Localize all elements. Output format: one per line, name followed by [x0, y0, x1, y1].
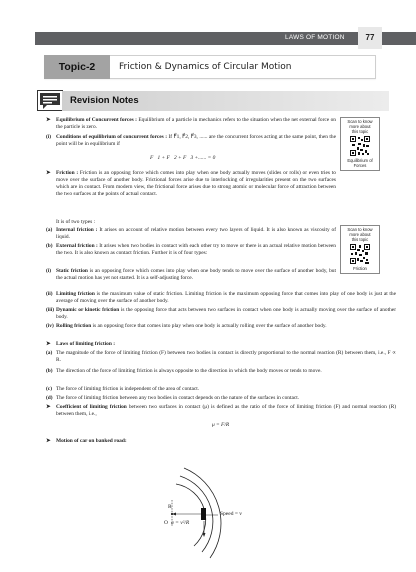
paragraph-static-friction [56, 268, 336, 282]
term-text: is the opposing force that acts between two surfaces in contact when one body is actually moving over the surface of another body. [56, 307, 396, 320]
qr-code-icon [350, 244, 370, 264]
list-marker: (a) [46, 227, 53, 233]
qr-text: this topic [351, 237, 369, 242]
term-heading: Conditions of equilibrium of concurrent forces : [56, 134, 168, 140]
label-acceleration: a = v²/R [171, 520, 190, 526]
label-radius: R [168, 504, 172, 510]
notes-icon [37, 90, 63, 111]
list-marker: (i) [46, 134, 52, 140]
list-marker: (b) [46, 243, 53, 249]
term-text: It arises when two bodies in contact with each other try to move or there is an actual relative motion between the two. It is also known as contact friction. Further it is of four types: [56, 243, 336, 256]
qr-text: Scan to know [347, 227, 373, 232]
term-heading: Internal friction : [56, 227, 98, 233]
term-text: is an opposing force that comes into play when one body is actually rolling over the surface of another body. [92, 323, 327, 329]
term-text: between two surfaces in contact (μ) is defined as the ratio of the force of limiting friction (F) and normal reaction (R) between them, i.e., [56, 404, 396, 417]
section-heading [62, 91, 389, 111]
page-number: 77 [358, 27, 382, 49]
list-marker: (ii) [46, 291, 53, 297]
label-origin: O [164, 520, 168, 526]
paragraph-types: It is of two types : [56, 219, 96, 225]
topic-tag: Topic-2 [44, 55, 110, 79]
paragraph-rolling-friction [56, 323, 396, 330]
list-marker: (iv) [46, 323, 54, 329]
topic-title: Friction & Dynamics of Circular Motion [119, 62, 292, 72]
topic-banner [44, 55, 376, 79]
term-text: It arises on account of relative motion between every two layers of liquid. It is also known as viscosity of liquid. [56, 227, 337, 240]
term-heading: Dynamic or kinetic friction [56, 307, 120, 313]
bullet-icon: ➤ [46, 404, 51, 410]
paragraph-internal-friction [56, 227, 336, 241]
paragraph-equilibrium [56, 117, 336, 131]
laws-heading: Laws of limiting friction : [56, 341, 115, 347]
paragraph-law-c: The force of limiting friction is independent of the area of contact. [56, 386, 200, 392]
qr-caption: Equilibrium of Forces [347, 158, 373, 168]
paragraph-conditions [56, 134, 336, 148]
bullet-icon: ➤ [46, 117, 51, 123]
bullet-icon: ➤ [46, 438, 51, 444]
banked-road-figure [140, 460, 290, 565]
qr-box-equilibrium [340, 117, 380, 171]
paragraph-law-d: The force of limiting friction between any two bodies in contact depends on the nature of the surfaces in contact. [56, 395, 300, 401]
term-heading: Rolling friction [56, 323, 92, 329]
label-speed: Speed = v [220, 511, 243, 517]
qr-text: more about [349, 124, 371, 129]
center-point [171, 513, 173, 515]
term-heading: Friction : [56, 170, 79, 176]
list-marker: (d) [46, 395, 53, 401]
paragraph-friction [56, 170, 336, 198]
term-text: If F⃗1, F⃗2, F⃗3, ...... are the concurrent forces acting at the same point, then the point will be in equilibrium if [56, 134, 336, 147]
paragraph-law-b: The direction of the force of limiting friction is always opposite to the direction in which the body moves or tends to move. [56, 368, 322, 374]
qr-text: more about [349, 232, 371, 237]
paragraph-external-friction [56, 243, 336, 257]
bullet-icon: ➤ [46, 341, 51, 347]
list-marker: (a) [46, 350, 53, 356]
list-marker: (iii) [46, 307, 55, 313]
list-marker: (c) [46, 386, 52, 392]
section-title: Revision Notes [70, 95, 139, 106]
bullet-icon: ➤ [46, 170, 51, 176]
list-marker: (i) [46, 268, 52, 274]
qr-box-friction [340, 225, 380, 274]
qr-text: this topic [351, 129, 369, 134]
banked-road-heading: Motion of car on banked road: [56, 438, 127, 444]
term-heading: Coefficient of limiting friction [56, 404, 127, 410]
term-heading: External friction : [56, 243, 98, 249]
paragraph-law-a: The magnitude of the force of limiting friction (F) between two bodies in contact is directly proportional to the normal reaction (R) between them, i.e., F ∝ R. [56, 350, 396, 363]
list-marker: (b) [46, 368, 53, 374]
equation-coefficient: μ = F/R [212, 422, 230, 428]
paragraph-limiting-friction [56, 291, 396, 305]
term-text: is an opposing force which comes into play when one body tends to move over the surface of another body, but the actual motion has yet not started. It is a self-adjusting force. [56, 268, 336, 281]
qr-code-icon [350, 136, 370, 156]
running-head: LAWS OF MOTION [285, 34, 345, 41]
qr-text: Scan to know [347, 119, 373, 124]
car-body [201, 508, 206, 520]
term-text: Friction is an opposing force which comes into play when one body actually moves (slides or rolls) or even tries to move over the surface of another body. Frictional forces arise due to interlocking of irregularities present on the two surfaces which are in contact. From modern view, the frictional force arises due to strong atomic or molecular force of attraction between the two surfaces at the points of actual contact. [56, 170, 336, 197]
equation-equilibrium: F⃗1 + F⃗2 + F⃗3 +...... = 0⃗ [150, 155, 220, 161]
term-heading: Limiting friction [56, 291, 95, 297]
paragraph-coefficient [56, 404, 396, 418]
term-heading: Equilibrium of Concurrent forces : [56, 117, 137, 123]
term-text: Equilibrium of a particle in mechanics refers to the situation when the net external force on the particle is zero. [56, 117, 336, 130]
paragraph-kinetic-friction [56, 307, 396, 321]
term-text: is the maximum value of static friction. Limiting friction is the maximum opposing force that comes into play of one body is just at the average of moving over the surface of another body. [56, 291, 396, 304]
term-heading: Static friction [56, 268, 88, 274]
velocity-arrow-icon [203, 533, 206, 537]
qr-caption: Friction [353, 266, 367, 271]
